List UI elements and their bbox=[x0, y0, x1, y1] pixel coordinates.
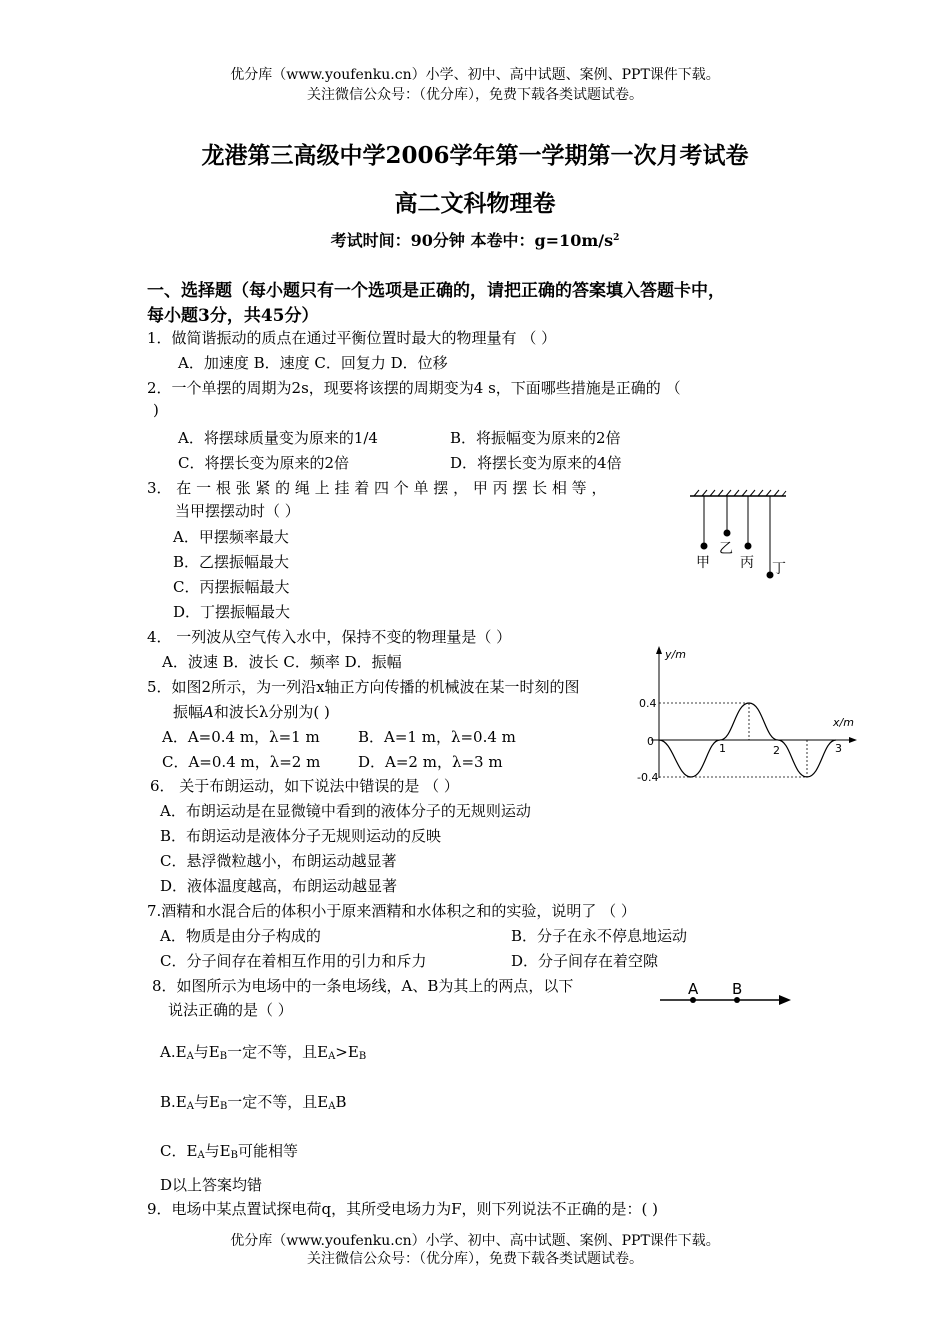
field-label-b: B bbox=[732, 980, 743, 998]
q7-option-a: A．物质是由分子构成的 bbox=[160, 927, 321, 945]
exam-subtitle: 高二文科物理卷 bbox=[394, 190, 556, 217]
q2-stem: 2．一个单摆的周期为2s，现要将该摆的周期变为4 s，下面哪些措施是正确的 （ bbox=[147, 379, 681, 397]
q3-stem: 3． 在 一 根 张 紧 的 绳 上 挂 着 四 个 单 摆 ， 甲 丙 摆 长 相 等 ， bbox=[147, 479, 607, 497]
q5-stem-2-pre: 振幅 bbox=[173, 703, 204, 721]
wave-y-tick-zero: 0 bbox=[647, 735, 654, 748]
pendulum-label-jia: 甲 bbox=[696, 555, 710, 571]
q3-option-d: D．丁摆振幅最大 bbox=[173, 603, 291, 621]
pendulum-bob-yi bbox=[724, 530, 731, 537]
field-line-arrow bbox=[779, 995, 791, 1005]
q8-stem: 8．如图所示为电场中的一条电场线，A、B为其上的两点，以下 bbox=[152, 977, 574, 995]
field-label-a: A bbox=[688, 980, 699, 998]
footer-line-2: 关注微信公众号：（优分库），免费下载各类试题试卷。 bbox=[307, 1251, 643, 1267]
q3-option-b: B．乙摆振幅最大 bbox=[173, 553, 290, 571]
q2-option-b: B．将振幅变为原来的2倍 bbox=[450, 429, 621, 447]
wave-y-axis-arrow bbox=[656, 646, 662, 654]
wave-x-tick-1: 1 bbox=[719, 742, 726, 755]
exam-title: 龙港第三高级中学2006学年第一学期第一次月考试卷 bbox=[201, 142, 749, 169]
section-heading-line-1: 一、选择题（每小题只有一个选项是正确的，请把正确的答案填入答题卡中， bbox=[147, 281, 725, 301]
q3-stem-2: 当甲摆摆动时（ ） bbox=[175, 502, 300, 520]
exam-info bbox=[0, 228, 950, 251]
wave-y-tick-bottom: -0.4 bbox=[637, 771, 659, 784]
footer-line-1: 优分库（www.youfenku.cn）小学、初中、高中试题、案例、PPT课件下载。 bbox=[230, 1233, 720, 1249]
wave-graph bbox=[635, 642, 865, 790]
wave-y-tick-top: 0.4 bbox=[639, 697, 657, 710]
q5-option-b: B．A=1 m，λ=0.4 m bbox=[358, 728, 516, 746]
q2-stem-cont: ) bbox=[153, 401, 159, 419]
header-line-1: 优分库（www.youfenku.cn）小学、初中、高中试题、案例、PPT课件下载。 bbox=[230, 67, 720, 83]
pendulum-bob-bing bbox=[745, 543, 752, 550]
q1-stem: 1．做简谐振动的质点在通过平衡位置时最大的物理量有 （ ） bbox=[147, 329, 557, 347]
q6-option-d: D．液体温度越高，布朗运动越显著 bbox=[160, 877, 398, 895]
q5-option-d: D．A=2 m，λ=3 m bbox=[358, 753, 503, 771]
q9-stem: 9．电场中某点置试探电荷q，其所受电场力为F，则下列说法不正确的是：( ) bbox=[147, 1200, 659, 1218]
q8-option-b: $B.E_A$与$E_B$一定不等，且$E_AB$ bbox=[160, 1093, 347, 1112]
q5-option-a: A．A=0.4 m，λ=1 m bbox=[162, 728, 320, 746]
q3-option-c: C．丙摆振幅最大 bbox=[173, 578, 290, 596]
wave-x-axis-arrow bbox=[849, 737, 857, 743]
q4-stem: 4． 一列波从空气传入水中，保持不变的物理量是（ ） bbox=[147, 628, 512, 646]
pendulum-label-yi: 乙 bbox=[719, 541, 733, 557]
q2-option-a: A．将摆球质量变为原来的1/4 bbox=[178, 429, 378, 447]
header-line-2: 关注微信公众号：（优分库），免费下载各类试题试卷。 bbox=[307, 87, 643, 103]
pendulum-label-ding: 丁 bbox=[772, 561, 786, 577]
q4-options: A．波速 B．波长 C．频率 D．振幅 bbox=[162, 653, 402, 671]
q5-stem-2 bbox=[173, 701, 330, 722]
q8-option-c: C．$E_A$与$E_B$可能相等 bbox=[160, 1142, 298, 1161]
field-line-figure bbox=[660, 980, 795, 1010]
exam-info-sup: 2 bbox=[613, 233, 620, 243]
q3-option-a: A．甲摆频率最大 bbox=[173, 528, 289, 546]
wave-x-label: x/m bbox=[833, 716, 854, 729]
wave-x-tick-3: 3 bbox=[835, 742, 842, 755]
q2-option-d: D．将摆长变为原来的4倍 bbox=[450, 454, 622, 472]
q6-option-b: B．布朗运动是液体分子无规则运动的反映 bbox=[160, 827, 442, 845]
pendulum-label-bing: 丙 bbox=[740, 555, 754, 571]
q6-option-c: C．悬浮微粒越小，布朗运动越显著 bbox=[160, 852, 397, 870]
q8-option-d: D以上答案均错 bbox=[160, 1176, 263, 1194]
q5-option-c: C．A=0.4 m，λ=2 m bbox=[162, 753, 321, 771]
q8-option-a: $A.E_A$与$E_B$一定不等，且$E_A>E_B$ bbox=[160, 1043, 367, 1062]
q7-option-c: C．分子间存在着相互作用的引力和斥力 bbox=[160, 952, 427, 970]
q7-option-d: D．分子间存在着空隙 bbox=[511, 952, 659, 970]
pendulum-bob-jia bbox=[701, 543, 708, 550]
q6-stem: 6． 关于布朗运动，如下说法中错误的是 （ ） bbox=[150, 777, 459, 795]
q5-stem-2-amplitude: A bbox=[203, 703, 214, 721]
q1-options: A．加速度 B．速度 C．回复力 D．位移 bbox=[178, 354, 448, 372]
pendulum-hatching bbox=[694, 490, 786, 496]
q5-stem-2-post: 和波长λ分别为( ) bbox=[213, 703, 330, 721]
q6-option-a: A．布朗运动是在显微镜中看到的液体分子的无规则运动 bbox=[160, 802, 531, 820]
exam-info-text: 考试时间：90分钟 本卷中：g=10m/s bbox=[330, 231, 614, 250]
q5-stem: 5．如图2所示，为一列沿x轴正方向传播的机械波在某一时刻的图 bbox=[147, 678, 580, 696]
section-heading-line-2: 每小题3分，共45分） bbox=[147, 306, 319, 326]
wave-y-label: y/m bbox=[665, 648, 686, 661]
q7-option-b: B．分子在永不停息地运动 bbox=[511, 927, 688, 945]
q7-stem: 7.酒精和水混合后的体积小于原来酒精和水体积之和的实验，说明了 （ ） bbox=[147, 902, 636, 920]
q2-option-c: C．将摆长变为原来的2倍 bbox=[178, 454, 350, 472]
wave-x-tick-2: 2 bbox=[773, 744, 780, 757]
pendulum-figure bbox=[690, 486, 790, 588]
q8-stem-2: 说法正确的是（ ） bbox=[168, 1001, 293, 1019]
